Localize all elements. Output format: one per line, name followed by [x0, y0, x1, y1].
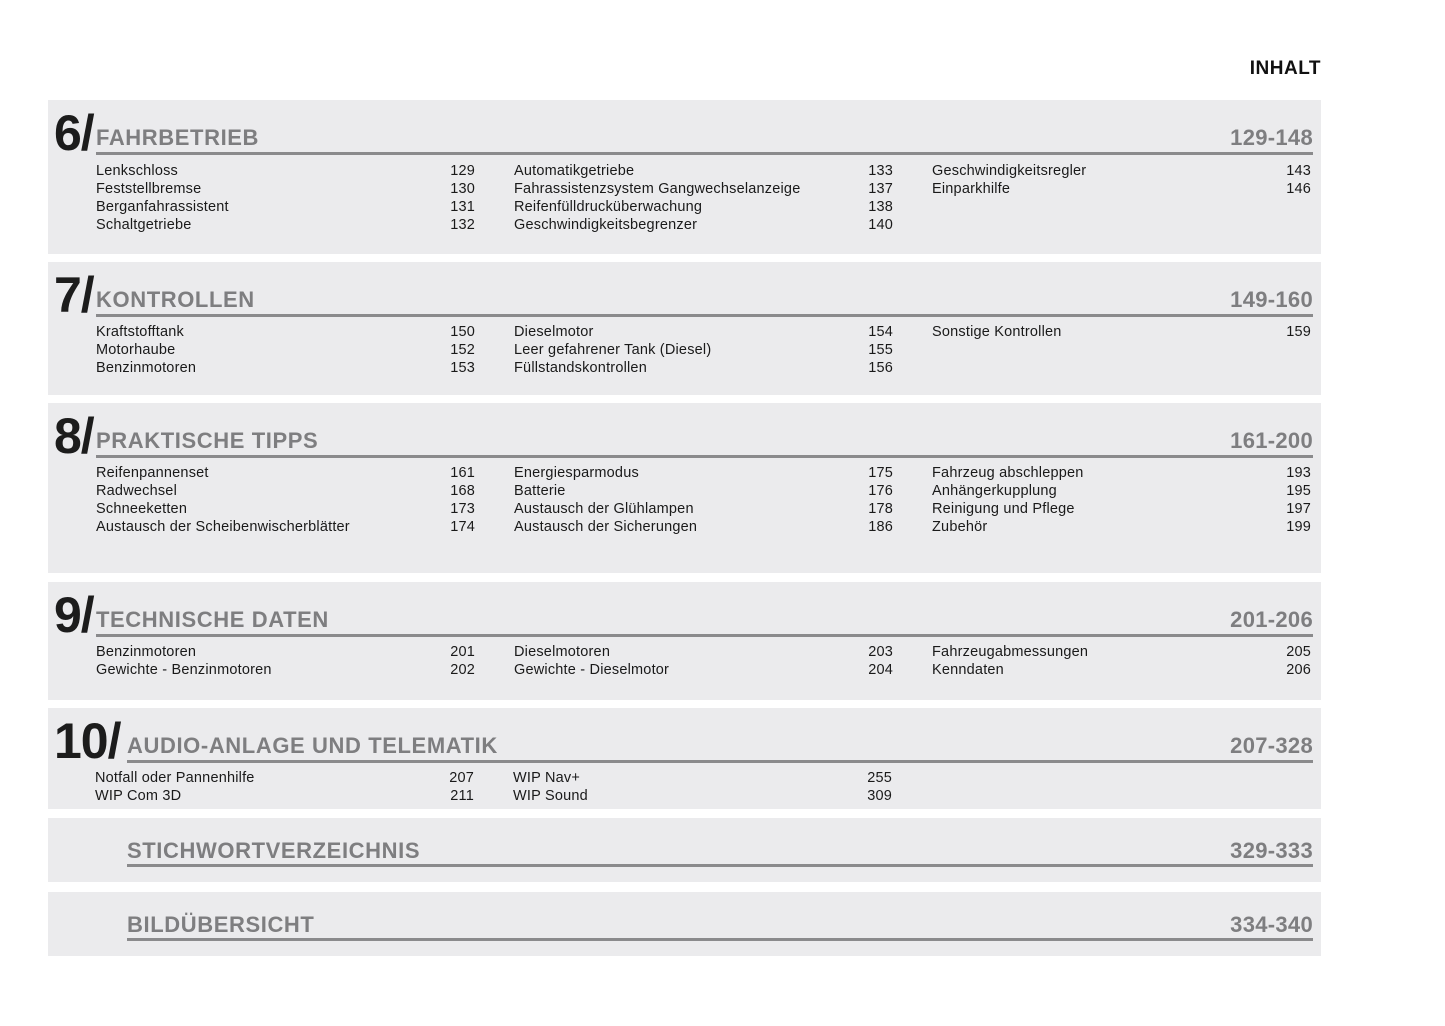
toc-entry-label: Kenndaten: [932, 662, 1004, 678]
toc-entry[interactable]: [96, 643, 475, 661]
toc-entry[interactable]: [513, 787, 892, 805]
toc-entry[interactable]: [514, 500, 893, 518]
toc-entry[interactable]: [514, 359, 893, 377]
toc-entry-label: Fahrzeugabmessungen: [932, 644, 1089, 660]
toc-entry-page: 138: [868, 199, 893, 215]
toc-entry-page: 176: [868, 483, 893, 499]
toc-entry-label: WIP Sound: [513, 788, 588, 804]
toc-entry-page: 146: [1286, 181, 1311, 197]
toc-entry[interactable]: [96, 518, 475, 536]
toc-entry[interactable]: [514, 341, 893, 359]
toc-entry-page: 173: [450, 501, 475, 517]
chapter-title-link[interactable]: PRAKTISCHE TIPPS: [96, 428, 319, 453]
toc-entry-label: Automatikgetriebe: [514, 163, 635, 179]
toc-entry-label: Gewichte - Benzinmotoren: [96, 662, 272, 678]
toc-entry-page: 255: [867, 770, 892, 786]
chapter-page-range[interactable]: 129-148: [1230, 125, 1313, 150]
chapter-number: 6/: [54, 105, 94, 161]
toc-entry-page: 159: [1286, 324, 1311, 340]
toc-entry-label: Austausch der Glühlampen: [514, 501, 694, 517]
chapter-divider: [96, 314, 1313, 317]
chapter-divider: [96, 152, 1313, 155]
toc-entry[interactable]: [96, 216, 475, 234]
toc-entry[interactable]: [932, 482, 1311, 500]
toc-entry-label: Fahrassistenzsystem Gangwechselanzeige: [514, 181, 801, 197]
toc-section: [48, 892, 1321, 956]
toc-entry-label: Reifenfülldrucküberwachung: [514, 199, 703, 215]
toc-entry-page: 178: [868, 501, 893, 517]
toc-entry-page: 154: [868, 324, 893, 340]
toc-section: [48, 818, 1321, 882]
toc-entry-page: 203: [868, 644, 893, 660]
toc-entry[interactable]: [96, 341, 475, 359]
toc-entry[interactable]: [932, 661, 1311, 679]
toc-section: [48, 582, 1321, 700]
chapter-number: 10/: [54, 713, 121, 769]
toc-entry-page: 132: [450, 217, 475, 233]
chapter-divider: [96, 455, 1313, 458]
toc-entry-label: Kraftstofftank: [96, 324, 184, 340]
toc-entry-label: Energiesparmodus: [514, 465, 639, 481]
toc-entry-label: Batterie: [514, 483, 566, 499]
toc-entry-label: Zubehör: [932, 519, 988, 535]
toc-entry-page: 156: [868, 360, 893, 376]
chapter-page-range[interactable]: 334-340: [1230, 912, 1313, 937]
toc-entry[interactable]: [514, 482, 893, 500]
toc-entry-label: Fahrzeug abschleppen: [932, 465, 1084, 481]
toc-entry-page: 204: [868, 662, 893, 678]
toc-entry[interactable]: [514, 216, 893, 234]
toc-entry-page: 186: [868, 519, 893, 535]
toc-section: [48, 708, 1321, 809]
toc-entry[interactable]: [932, 323, 1311, 341]
chapter-number: 8/: [54, 408, 94, 464]
chapter-divider: [127, 760, 1313, 763]
toc-entry[interactable]: [514, 180, 893, 198]
toc-entry-page: 153: [450, 360, 475, 376]
chapter-divider: [127, 938, 1313, 941]
toc-entry[interactable]: [932, 643, 1311, 661]
chapter-divider: [96, 634, 1313, 637]
chapter-page-range[interactable]: 161-200: [1230, 428, 1313, 453]
toc-entry-label: Lenkschloss: [96, 163, 178, 179]
toc-entry[interactable]: [96, 464, 475, 482]
toc-section: [48, 100, 1321, 254]
toc-entry-label: Dieselmotor: [514, 324, 594, 340]
toc-entry-page: 137: [868, 181, 893, 197]
toc-entry-label: Reifenpannenset: [96, 465, 209, 481]
toc-entry-label: Notfall oder Pannenhilfe: [95, 770, 255, 786]
toc-entry[interactable]: [96, 661, 475, 679]
chapter-page-range[interactable]: 149-160: [1230, 287, 1313, 312]
toc-entry-page: 175: [868, 465, 893, 481]
toc-entry-page: 161: [450, 465, 475, 481]
chapter-number: 7/: [54, 267, 94, 323]
toc-entry[interactable]: [932, 464, 1311, 482]
toc-entry[interactable]: [514, 518, 893, 536]
toc-entry[interactable]: [96, 162, 475, 180]
toc-entry-label: WIP Com 3D: [95, 788, 182, 804]
toc-entry-label: Füllstandskontrollen: [514, 360, 647, 376]
chapter-title-link[interactable]: STICHWORTVERZEICHNIS: [127, 838, 421, 863]
toc-entry-page: 206: [1286, 662, 1311, 678]
toc-entry-page: 205: [1286, 644, 1311, 660]
toc-entry[interactable]: [96, 359, 475, 377]
toc-entry-label: Benzinmotoren: [96, 644, 197, 660]
toc-entry-page: 195: [1286, 483, 1311, 499]
toc-entry[interactable]: [514, 661, 893, 679]
toc-entry-label: Einparkhilfe: [932, 181, 1011, 197]
toc-entry[interactable]: [514, 643, 893, 661]
toc-entry-label: Radwechsel: [96, 483, 177, 499]
page-title: INHALT: [1249, 58, 1321, 79]
toc-entry-label: Reinigung und Pflege: [932, 501, 1075, 517]
toc-entry-label: Berganfahrassistent: [96, 199, 229, 215]
toc-entry-page: 133: [868, 163, 893, 179]
toc-entry-page: 155: [868, 342, 893, 358]
chapter-title-link[interactable]: BILDÜBERSICHT: [127, 912, 315, 937]
toc-section: [48, 262, 1321, 395]
toc-entry-page: 193: [1286, 465, 1311, 481]
toc-entry[interactable]: [514, 464, 893, 482]
toc-entry-page: 168: [450, 483, 475, 499]
toc-entry[interactable]: [932, 518, 1311, 536]
toc-entry-label: Benzinmotoren: [96, 360, 197, 376]
toc-entry[interactable]: [95, 787, 474, 805]
toc-entry-label: Anhängerkupplung: [932, 483, 1057, 499]
toc-entry-page: 174: [450, 519, 475, 535]
toc-entry-page: 211: [450, 788, 474, 804]
toc-entry[interactable]: [96, 180, 475, 198]
toc-entry[interactable]: [932, 162, 1311, 180]
chapter-page-range[interactable]: 201-206: [1230, 607, 1313, 632]
toc-entry-label: Gewichte - Dieselmotor: [514, 662, 670, 678]
toc-entry-label: Dieselmotoren: [514, 644, 611, 660]
toc-entry-page: 130: [450, 181, 475, 197]
toc-entry-page: 129: [450, 163, 475, 179]
chapter-number: 9/: [54, 587, 94, 643]
toc-entry-page: 207: [449, 770, 474, 786]
toc-entry-label: Feststellbremse: [96, 181, 202, 197]
toc-entry[interactable]: [95, 769, 474, 787]
toc-entry-label: Geschwindigkeitsbegrenzer: [514, 217, 698, 233]
toc-entry-page: 202: [450, 662, 475, 678]
toc-entry-page: 197: [1286, 501, 1311, 517]
toc-entry-label: Sonstige Kontrollen: [932, 324, 1062, 340]
chapter-page-range[interactable]: 329-333: [1230, 838, 1313, 863]
toc-entry-page: 152: [450, 342, 475, 358]
chapter-divider: [127, 864, 1313, 867]
chapter-title-link[interactable]: TECHNISCHE DATEN: [96, 607, 329, 632]
toc-entry-page: 199: [1286, 519, 1311, 535]
toc-entry-label: Leer gefahrener Tank (Diesel): [514, 342, 712, 358]
toc-entry-page: 143: [1286, 163, 1311, 179]
toc-entry-page: 131: [450, 199, 475, 215]
chapter-title-link[interactable]: AUDIO-ANLAGE UND TELEMATIK: [127, 733, 498, 758]
toc-entry-label: Austausch der Scheibenwischerblätter: [96, 519, 350, 535]
chapter-page-range[interactable]: 207-328: [1230, 733, 1313, 758]
toc-entry-label: Schneeketten: [96, 501, 188, 517]
chapter-title-link[interactable]: FAHRBETRIEB: [96, 125, 260, 150]
toc-entry-page: 150: [450, 324, 475, 340]
toc-entry[interactable]: [932, 180, 1311, 198]
toc-entry[interactable]: [514, 323, 893, 341]
toc-entry[interactable]: [96, 482, 475, 500]
toc-entry-label: Geschwindigkeitsregler: [932, 163, 1087, 179]
toc-entry-page: 140: [868, 217, 893, 233]
toc-entry-label: Austausch der Sicherungen: [514, 519, 698, 535]
toc-entry[interactable]: [96, 323, 475, 341]
toc-entry[interactable]: [514, 162, 893, 180]
toc-entry-label: Schaltgetriebe: [96, 217, 192, 233]
toc-entry-label: WIP Nav+: [513, 770, 581, 786]
toc-entry[interactable]: [96, 500, 475, 518]
toc-section: [48, 403, 1321, 573]
toc-entry-page: 201: [450, 644, 475, 660]
toc-entry[interactable]: [96, 198, 475, 216]
toc-entry[interactable]: [514, 198, 893, 216]
chapter-title-link[interactable]: KONTROLLEN: [96, 287, 255, 312]
toc-entry[interactable]: [513, 769, 892, 787]
toc-entry[interactable]: [932, 500, 1311, 518]
toc-entry-label: Motorhaube: [96, 342, 176, 358]
toc-entry-page: 309: [867, 788, 892, 804]
